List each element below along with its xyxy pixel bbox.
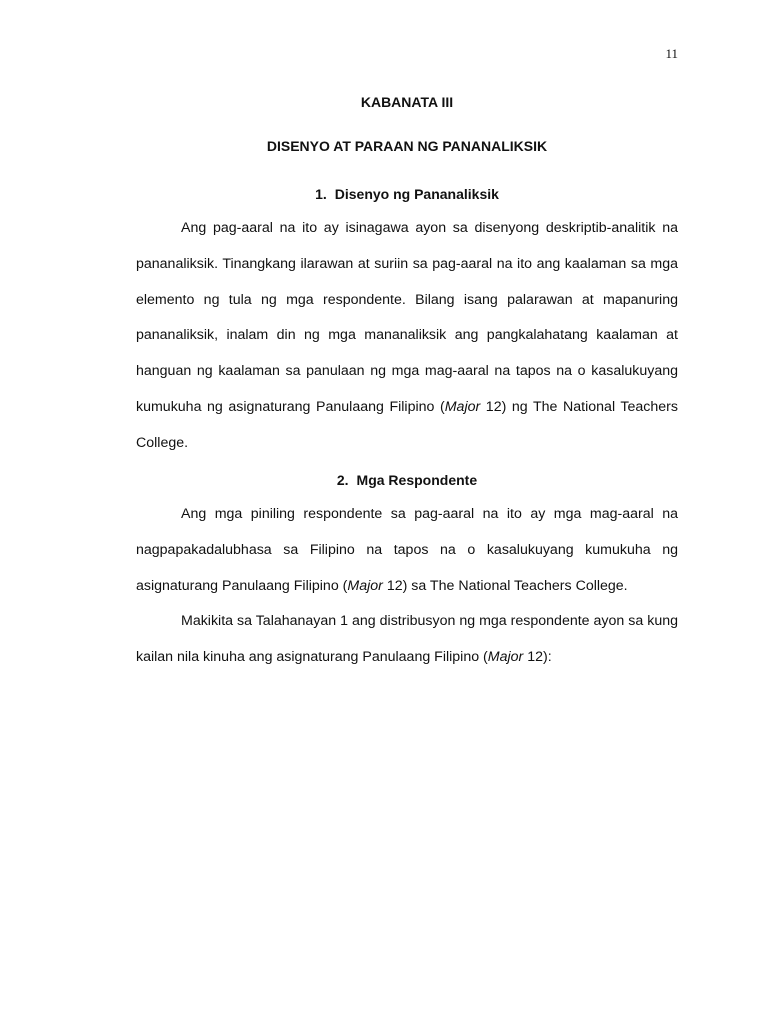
paragraph-text: 12) ng The National Teachers College. bbox=[136, 398, 678, 451]
paragraph-talahanayan bbox=[136, 604, 678, 676]
italic-term: Major bbox=[444, 398, 481, 415]
page-number: 11 bbox=[665, 46, 678, 61]
section-heading-1 bbox=[136, 186, 678, 202]
paragraph-text: 12): bbox=[523, 648, 552, 665]
italic-term: Major bbox=[487, 648, 524, 665]
paragraph-disenyo bbox=[136, 211, 678, 462]
section-heading-2 bbox=[136, 472, 678, 488]
section-title-2: Mga Respondente bbox=[356, 472, 478, 488]
chapter-title: DISENYO AT PARAAN NG PANANALIKSIK bbox=[266, 138, 548, 154]
section-title-1: Disenyo ng Pananaliksik bbox=[334, 186, 499, 202]
paragraph-text: Ang mga piniling respondente sa pag-aaral na ito ay mga mag-aaral na nagpapakadalubhasa sa Filipino na tapos na o kasalukuyang kumukuha ng asignaturang Panulaang Filipino ( bbox=[136, 506, 678, 594]
paragraph-respondente bbox=[136, 497, 678, 604]
italic-term: Major bbox=[347, 577, 383, 594]
chapter-heading: KABANATA III bbox=[360, 94, 454, 110]
paragraph-text: 12) sa The National Teachers College. bbox=[382, 577, 628, 594]
section-number-1: 1. bbox=[315, 186, 327, 202]
paragraph-text: Ang pag-aaral na ito ay isinagawa ayon sa disenyong deskriptib-analitik na pananaliksik. Tinangkang ilarawan at suriin sa pag-aaral na ito ang kaalaman sa mga elemento ng tula ng mga respondente. Bilang isang palarawan at mapanuring pananaliksik, inalam din ng mga mananaliksik ang pangkalahatang kaalaman at hanguan ng kaalaman sa panulaan ng mga mag-aaral na tapos na o kasalukuyang kumukuha ng asignaturang Panulaang Filipino ( bbox=[136, 220, 678, 415]
paragraph-text: Makikita sa Talahanayan 1 ang distribusyon ng mga respondente ayon sa kung kailan nila kinuha ang asignaturang Panulaang Filipino ( bbox=[136, 613, 678, 665]
section-number-2: 2. bbox=[336, 472, 349, 488]
